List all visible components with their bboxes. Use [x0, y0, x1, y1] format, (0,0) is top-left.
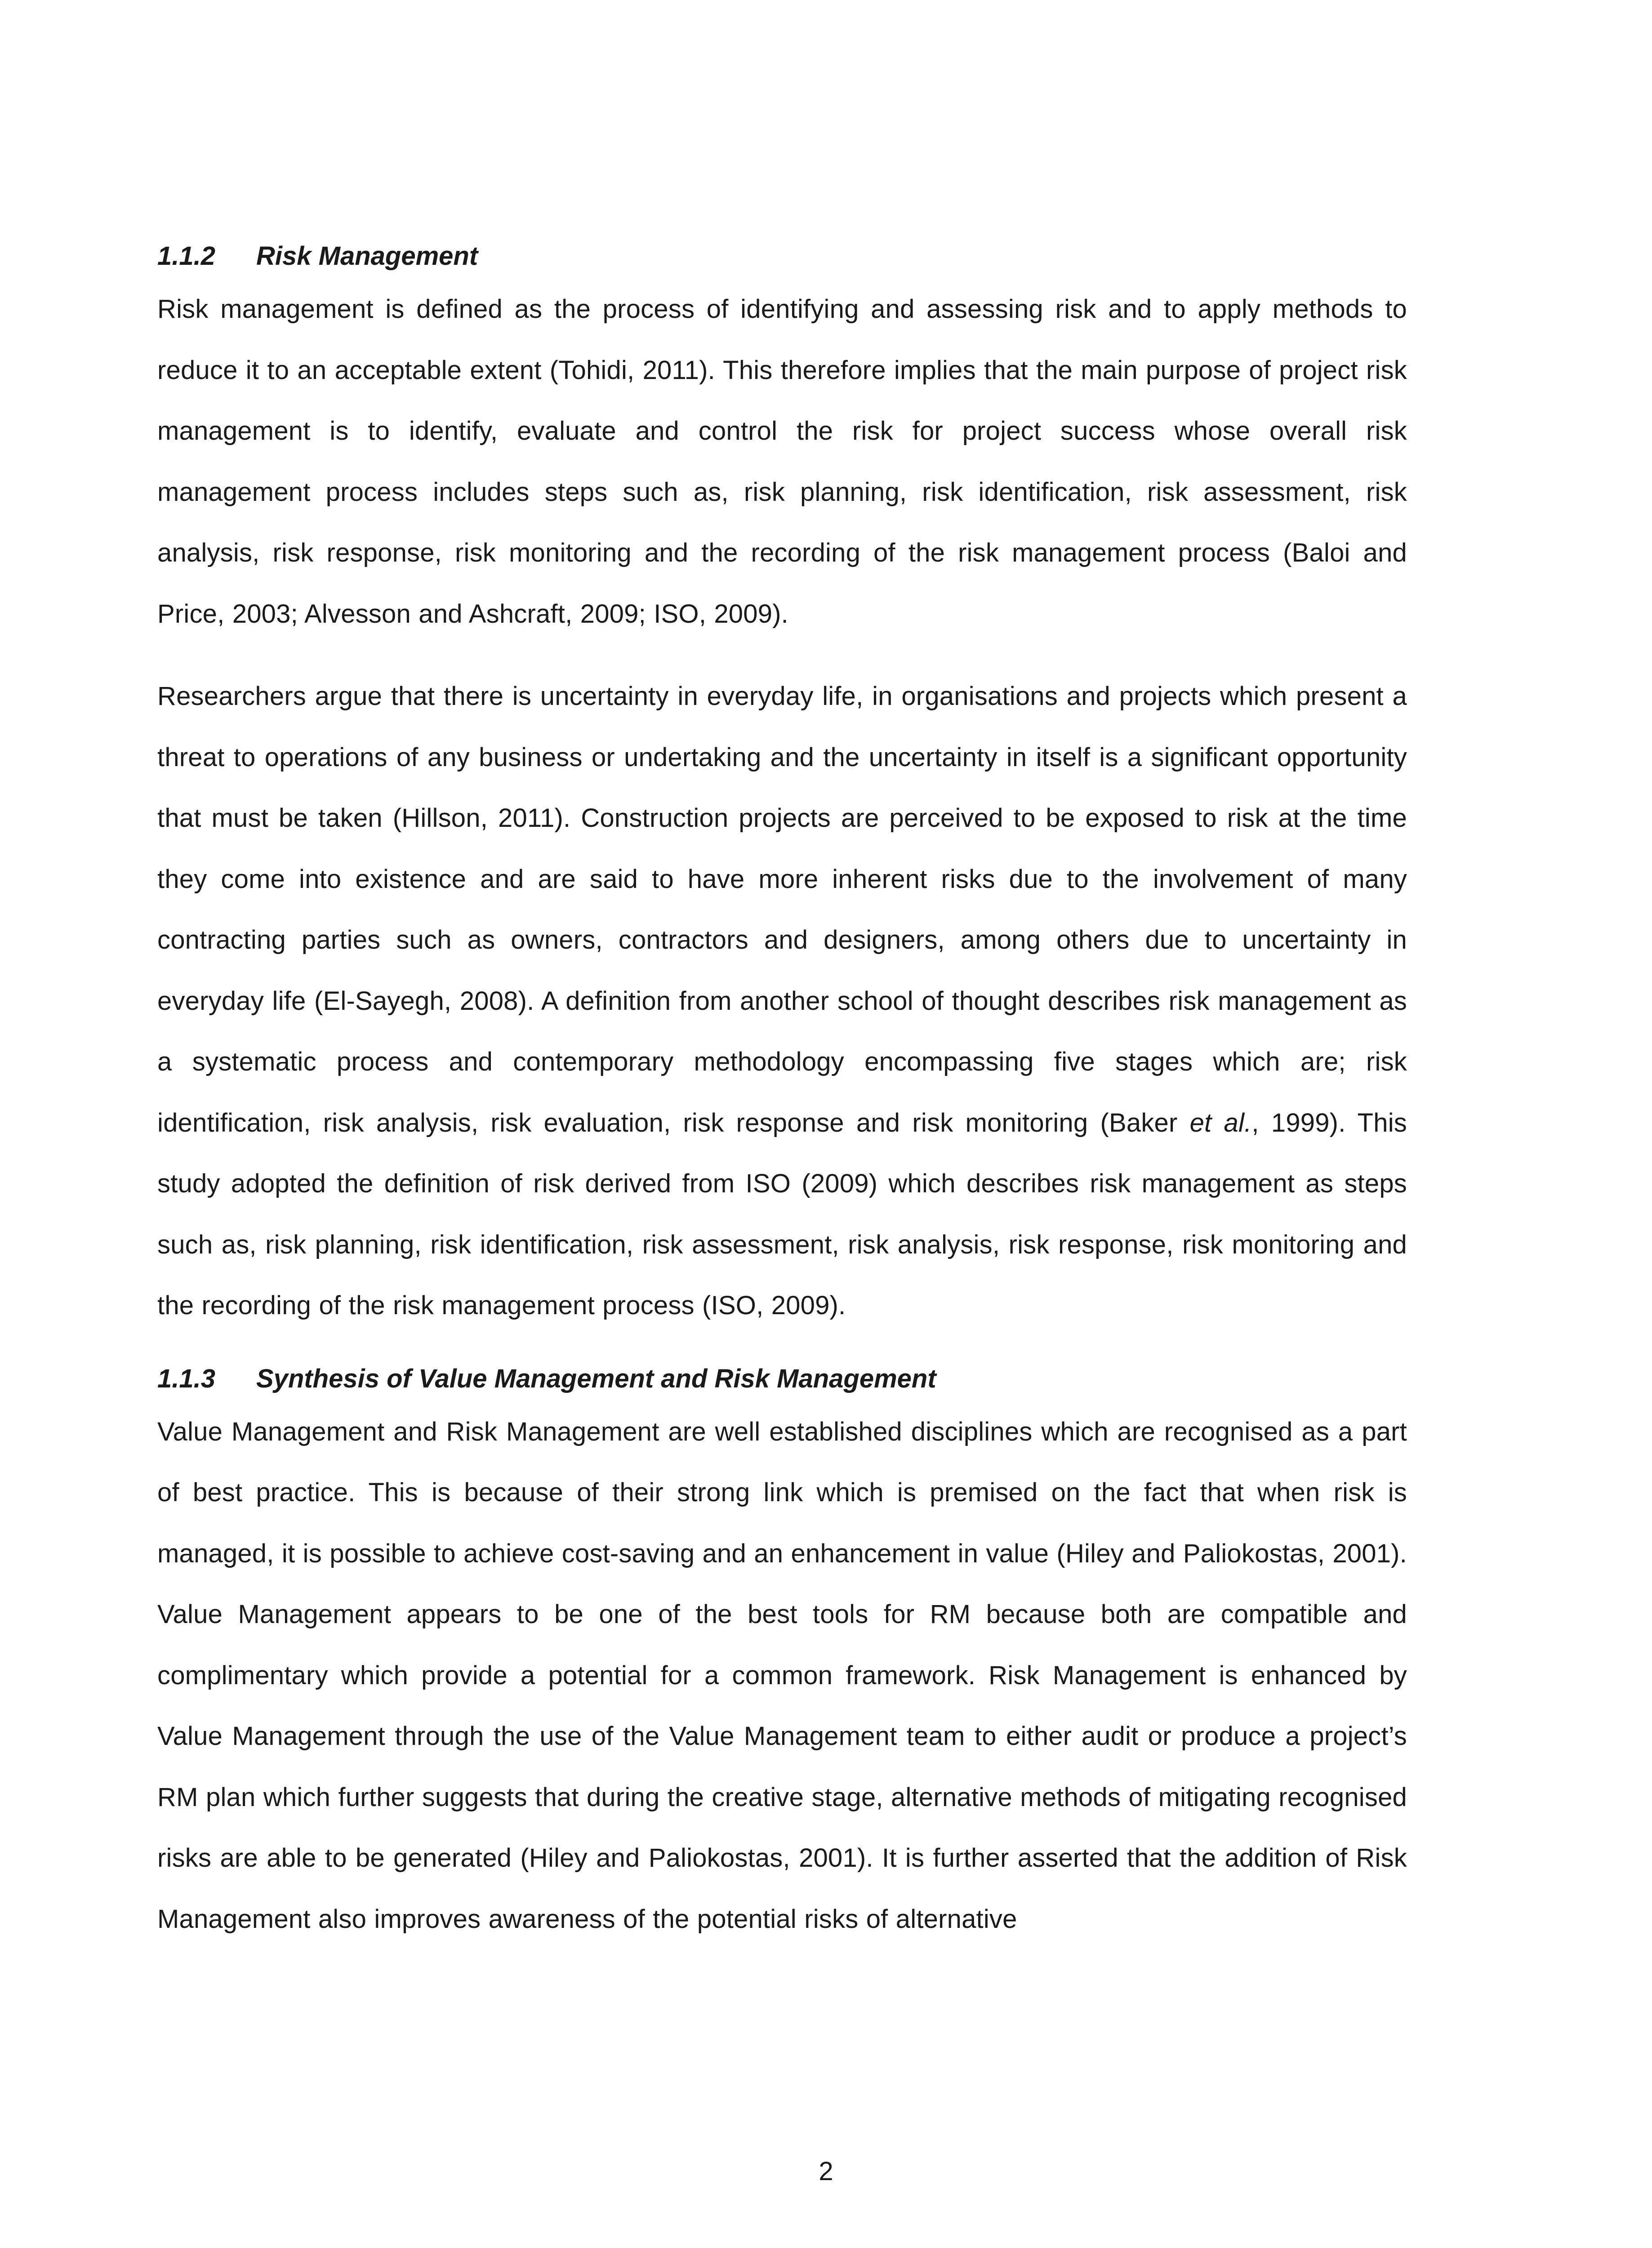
section-heading-synthesis: [157, 1356, 1407, 1401]
paragraph-researchers-argue: [157, 666, 1407, 1336]
page-number: 2: [819, 2157, 833, 2186]
section-title: Synthesis of Value Management and Risk Management: [256, 1364, 936, 1393]
section-heading-risk-management: [157, 234, 1407, 279]
paragraph-risk-definition: Risk management is defined as the process of identifying and assessing risk and to apply methods to reduce it to an acceptable extent (Tohidi, 2011). This therefore implies that the main purpose of project risk management is to identify, evaluate and control the risk for project success whose overall risk management process includes steps such as, risk planning, risk identification, risk assessment, risk analysis, risk response, risk monitoring and the recording of the risk management process (Baloi and Price, 2003; Alvesson and Ashcraft, 2009; ISO, 2009).: [157, 294, 1407, 629]
emphasis-text: et al.: [1189, 1108, 1252, 1137]
section-title: Risk Management: [256, 241, 478, 271]
paragraph-synthesis: Value Management and Risk Management are well established disciplines which are recognised as a part of best practice. This is because of their strong link which is premised on the fact that when risk is managed, it is possible to achieve cost-saving and an enhancement in value (Hiley and Paliokostas, 2001). Value Management appears to be one of the best tools for RM because both are compatible and complimentary which provide a potential for a common framework. Risk Management is enhanced by Value Management through the use of the Value Management team to either audit or produce a project’s RM plan which further suggests that during the creative stage, alternative methods of mitigating recognised risks are able to be generated (Hiley and Paliokostas, 2001). It is further asserted that the addition of Risk Management also improves awareness of the potential risks of alternative: [157, 1417, 1407, 1934]
paragraph-text: , 1999). This study adopted the definition of risk derived from ISO (2009) which describes risk management as steps such as, risk planning, risk identification, risk assessment, risk analysis, risk response, risk monitoring and the recording of the risk management process (ISO, 2009).: [157, 1108, 1407, 1320]
section-number: 1.1.3: [157, 1364, 215, 1393]
document-page: [157, 234, 1407, 1949]
paragraph-text: Researchers argue that there is uncertainty in everyday life, in organisations and projects which present a threat to operations of any business or undertaking and the uncertainty in itself is a significant opportunity that must be taken (Hillson, 2011). Construction projects are perceived to be exposed to risk at the time they come into existence and are said to have more inherent risks due to the involvement of many contracting parties such as owners, contractors and designers, among others due to uncertainty in everyday life (El-Sayegh, 2008). A definition from another school of thought describes risk management as a systematic process and contemporary methodology encompassing five stages which are; risk identification, risk analysis, risk evaluation, risk response and risk monitoring (Baker: [157, 682, 1407, 1137]
section-number: 1.1.2: [157, 241, 215, 271]
